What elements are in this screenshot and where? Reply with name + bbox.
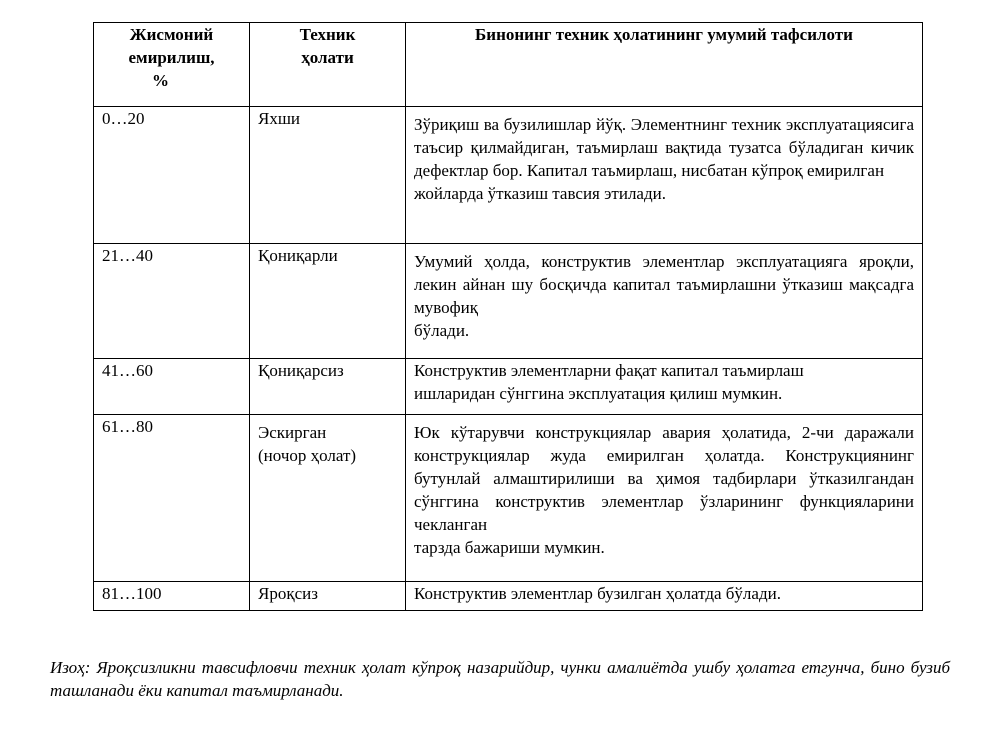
- header-description-text: Бинонинг техник ҳолатининг умумий тафсилоти: [475, 25, 853, 44]
- header-technical-condition: [250, 23, 406, 107]
- footnote: Изоҳ: Яроқсизликни тавсифловчи техник ҳолат кўпроқ назарийдир, чунки амалиётда ушбу ҳолатга етгунча, бино бузиб ташланади ёки капитал таъмирланади.: [50, 658, 950, 700]
- description-text-continued: ишларидан сўнггина эксплуатация қилиш мумкин.: [414, 384, 783, 403]
- cell-condition: [250, 244, 406, 359]
- cell-wear-range: 81…100: [94, 582, 250, 611]
- header-physical-wear: [94, 23, 250, 107]
- header-technical-condition-line1: Техник: [299, 25, 356, 44]
- table-row: [94, 582, 923, 611]
- cell-condition: [250, 415, 406, 582]
- description-text-continued: бўлади.: [414, 321, 470, 340]
- header-description: [406, 23, 923, 107]
- condition-label: Қониқарсиз: [258, 361, 344, 380]
- description-text: Умумий ҳолда, конструктив элементлар эксплуатацияга яроқли, лекин айнан шу босқичда капитал таъмирлашни ўтказиш мақсадга мувофиқ: [414, 252, 914, 317]
- condition-label: Эскирган: [258, 423, 327, 442]
- description-text: Конструктив элементларни фақат капитал таъмирлаш: [414, 361, 804, 380]
- condition-label-continued: (ночор ҳолат): [258, 446, 357, 465]
- cell-description: [406, 582, 923, 611]
- header-physical-wear-line1: Жисмоний: [129, 25, 214, 44]
- cell-wear-range: 0…20: [94, 107, 250, 244]
- header-physical-wear-line2: емирилиш,: [128, 48, 215, 67]
- technical-condition-table: [93, 22, 923, 611]
- cell-wear-range: 21…40: [94, 244, 250, 359]
- cell-condition: [250, 359, 406, 415]
- cell-description: [406, 107, 923, 244]
- table-header-row: [94, 23, 923, 107]
- table-row: [94, 415, 923, 582]
- description-text-continued: тарзда бажариши мумкин.: [414, 538, 605, 557]
- description-text: Зўриқиш ва бузилишлар йўқ. Элементнинг техник эксплуатациясига таъсир қилмайдиган, таъмирлаш вақтида тузатса бўладиган кичик дефектлар бор. Капитал таъмирлаш, нисбатан кўпроқ емирилган: [414, 115, 914, 180]
- table-row: [94, 359, 923, 415]
- condition-label: Яхши: [258, 109, 301, 128]
- cell-condition: [250, 107, 406, 244]
- cell-description: [406, 359, 923, 415]
- table-row: [94, 244, 923, 359]
- cell-wear-range: 61…80: [94, 415, 250, 582]
- condition-label: Яроқсиз: [258, 584, 318, 603]
- description-text: Юк кўтарувчи конструкциялар авария ҳолатида, 2-чи даражали конструкциялар жуда емирилган ҳолатда. Конструкциянинг бутунлай алмаштирилиши ва ҳимоя тадбирлари ўтказилгандан сўнггина конструктив элементлар ўзларининг функцияларини чекланган: [414, 423, 914, 534]
- cell-description: [406, 244, 923, 359]
- cell-description: [406, 415, 923, 582]
- cell-condition: [250, 582, 406, 611]
- condition-label: Қониқарли: [258, 246, 338, 265]
- description-text: Конструктив элементлар бузилган ҳолатда бўлади.: [414, 584, 781, 603]
- header-physical-wear-unit: %: [152, 71, 169, 90]
- cell-wear-range: 41…60: [94, 359, 250, 415]
- header-technical-condition-line2: ҳолати: [301, 48, 354, 67]
- table-row: [94, 107, 923, 244]
- description-text-continued: жойларда ўтказиш тавсия этилади.: [414, 184, 666, 203]
